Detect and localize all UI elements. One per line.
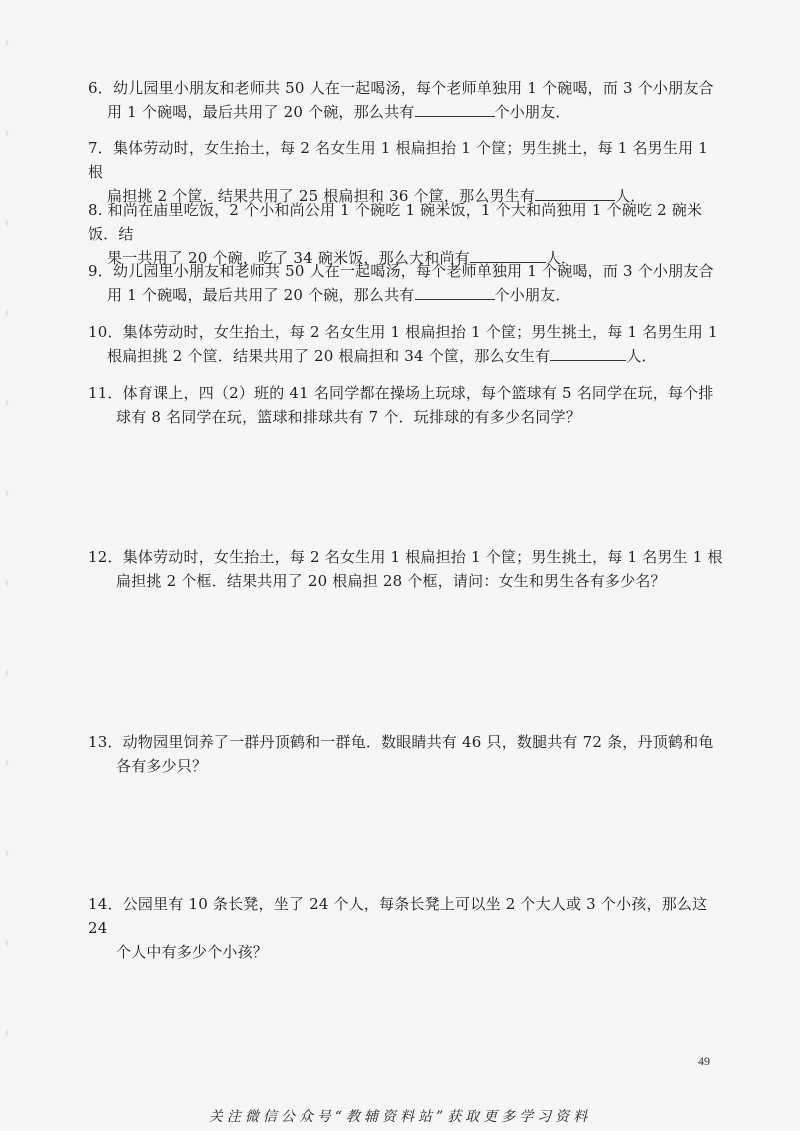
- problem-text-continued: [88, 100, 728, 124]
- problem-text: 个小朋友．: [494, 286, 571, 304]
- problem-text-continued: [88, 283, 728, 307]
- binding-mark: [6, 400, 13, 406]
- binding-margin: [6, 0, 14, 1131]
- binding-mark: [6, 310, 13, 316]
- binding-mark: [6, 490, 13, 496]
- problem-text: 人．: [545, 249, 577, 267]
- problem-text: 扁担挑 2 个筐．结果共用了 25 根扁担和 36 个筐，那么男生有: [107, 187, 536, 205]
- problem-13: [88, 730, 728, 778]
- answer-blank[interactable]: [415, 284, 495, 300]
- binding-mark: [6, 40, 13, 46]
- problem-11: [88, 381, 728, 429]
- problem-6: [88, 76, 728, 124]
- problem-text: 7．集体劳动时，女生抬土，每 2 名女生用 1 根扁担抬 1 个筐；男生挑土，每 1 名男生用 1 根: [88, 139, 708, 181]
- problem-text: 14．公园里有 10 条长凳，坐了 24 个人，每条长凳上可以坐 2 个大人或 3 个小孩，那么这 24: [88, 895, 708, 937]
- binding-mark: [6, 760, 13, 766]
- binding-mark: [6, 220, 13, 226]
- problem-text: 人．: [615, 187, 646, 205]
- problem-text: 11．体育课上，四（2）班的 41 名同学都在操场上玩球，每个篮球有 5 名同学在玩，每个排: [88, 384, 714, 402]
- problem-text-continued: 扁担挑 2 个框．结果共用了 20 根扁担 28 个框，请问：女生和男生各有多少名？: [116, 572, 666, 590]
- problem-text-continued: [88, 344, 728, 368]
- footer-promo-text: 关注微信公众号“教辅资料站”获取更多学习资料: [208, 1109, 592, 1125]
- problem-text-continued: 各有多少只？: [116, 757, 208, 775]
- problem-text: 根扁担挑 2 个筐．结果共用了 20 根扁担和 34 个筐，那么女生有: [107, 347, 551, 365]
- problem-text: 用 1 个碗喝，最后共用了 20 个碗，那么共有: [107, 286, 415, 304]
- problem-text: 12．集体劳动时，女生抬土，每 2 名女生用 1 根扁担抬 1 个筐；男生挑土，每 1 名男生 1 根: [88, 548, 723, 566]
- problem-9: [88, 259, 728, 307]
- problem-text: 6．幼儿园里小朋友和老师共 50 人在一起喝汤，每个老师单独用 1 个碗喝，而 3 个小朋友合: [88, 79, 714, 97]
- binding-mark: [6, 1030, 13, 1036]
- problem-text-continued: 球有 8 名同学在玩，篮球和排球共有 7 个．玩排球的有多少名同学？: [116, 408, 581, 426]
- problem-12: [88, 545, 728, 593]
- problem-text: 个小朋友．: [494, 103, 571, 121]
- binding-mark: [6, 130, 13, 136]
- binding-mark: [6, 580, 13, 586]
- problem-text: 人．: [626, 347, 657, 365]
- problem-14: [88, 892, 728, 964]
- answer-blank[interactable]: [550, 345, 626, 361]
- binding-mark: [6, 850, 13, 856]
- problem-text: 10．集体劳动时，女生抬土，每 2 名女生用 1 根扁担抬 1 个筐；男生挑土，每 1 名男生用 1: [88, 323, 718, 341]
- page-number: 49: [698, 1054, 710, 1068]
- problem-text: 13．动物园里饲养了一群丹顶鹤和一群龟．数眼睛共有 46 只，数腿共有 72 条，丹顶鹤和龟: [88, 733, 714, 751]
- problem-text: 果一共用了 20 个碗，吃了 34 碗米饭，那么大和尚有: [107, 249, 470, 267]
- problem-text: 用 1 个碗喝，最后共用了 20 个碗，那么共有: [107, 103, 415, 121]
- problem-10: [88, 320, 728, 368]
- binding-mark: [6, 940, 13, 946]
- answer-blank[interactable]: [415, 101, 495, 117]
- problem-text-continued: 个人中有多少个小孩？: [116, 943, 269, 961]
- binding-mark: [6, 670, 13, 676]
- problem-text: 9．幼儿园里小朋友和老师共 50 人在一起喝汤，每个老师单独用 1 个碗喝，而 3 个小朋友合: [88, 262, 714, 280]
- problem-text: 8. 和尚在庙里吃饭，2 个小和尚公用 1 个碗吃 1 碗米饭，1 个大和尚独用 1 个碗吃 2 碗米饭．结: [88, 201, 703, 243]
